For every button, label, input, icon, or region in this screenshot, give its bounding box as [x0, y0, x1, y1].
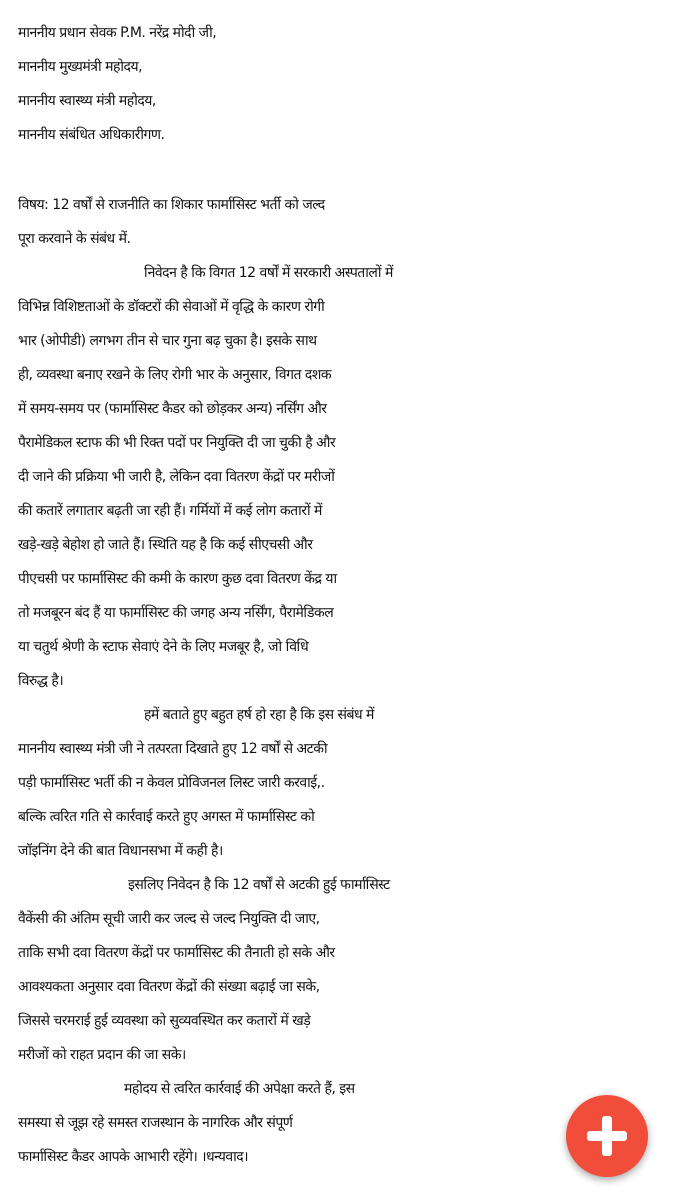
closing-line: महोदय से त्वरित कार्रवाई की अपेक्षा करते हैं, इस — [124, 1081, 355, 1097]
paragraph-line: जॉइनिंग देने की बात विधानसभा में कही है। — [18, 843, 223, 859]
paragraph-line: हमें बताते हुए बहुत हर्ष हो रहा है कि इस संबंध में — [144, 707, 374, 723]
paragraph-line: निवेदन है कि विगत 12 वर्षों में सरकारी अस्पतालों में — [144, 265, 393, 281]
closing-line: समस्या से जूझ रहे समस्त राजस्थान के नागरिक और संपूर्ण — [18, 1115, 293, 1131]
paragraph-line: तो मजबूरन बंद हैं या फार्मासिस्ट की जगह अन्य नर्सिंग, पैरामेडिकल — [18, 605, 334, 621]
subject-block — [18, 188, 673, 256]
paragraph-line: वैकेंसी की अंतिम सूची जारी कर जल्द से जल्द नियुक्ति दी जाए, — [18, 911, 320, 927]
paragraph-line: भार (ओपीडी) लगभग तीन से चार गुना बढ़ चुका है। इसके साथ — [18, 333, 317, 349]
paragraph-line: पड़ी फार्मासिस्ट भर्ती की न केवल प्रोविजनल लिस्ट जारी करवाई,. — [18, 775, 325, 791]
letter-body — [18, 16, 673, 1174]
salutation-block — [18, 16, 673, 152]
paragraph-line: बल्कि त्वरित गति से कार्रवाई करते हुए अगस्त में फार्मासिस्ट को — [18, 809, 315, 825]
subject-line: पूरा करवाने के संबंध में. — [18, 231, 131, 247]
paragraph-line: मरीजों को राहत प्रदान की जा सके। — [18, 1047, 186, 1063]
paragraph-2 — [18, 698, 673, 868]
paragraph-line: जिससे चरमराई हुई व्यवस्था को सुव्यवस्थित कर कतारों में खड़े — [18, 1013, 311, 1029]
salutation-line: माननीय स्वास्थ्य मंत्री महोदय, — [18, 93, 156, 109]
paragraph-line: इसलिए निवेदन है कि 12 वर्षों से अटकी हुई फार्मासिस्ट — [128, 877, 390, 893]
closing-line: फार्मासिस्ट कैडर आपके आभारी रहेंगे। ।धन्यवाद। — [18, 1149, 249, 1165]
subject-line: विषय: 12 वर्षों से राजनीति का शिकार फार्मासिस्ट भर्ती को जल्द — [18, 197, 325, 213]
paragraph-line: पैरामेडिकल स्टाफ की भी रिक्त पदों पर नियुक्ति दी जा चुकी है और — [18, 435, 336, 451]
paragraph-line: में समय-समय पर (फार्मासिस्ट कैडर को छोड़कर अन्य) नर्सिंग और — [18, 401, 327, 417]
paragraph-line: या चतुर्थ श्रेणी के स्टाफ सेवाएं देने के लिए मजबूर है, जो विधि — [18, 639, 309, 655]
paragraph-line: दी जाने की प्रक्रिया भी जारी है, लेकिन दवा वितरण केंद्रों पर मरीजों — [18, 469, 335, 485]
spacer — [18, 152, 673, 188]
salutation-line: माननीय मुख्यमंत्री महोदय, — [18, 59, 143, 75]
paragraph-line: ही, व्यवस्था बनाए रखने के लिए रोगी भार के अनुसार, विगत दशक — [18, 367, 332, 383]
paragraph-line: माननीय स्वास्थ्य मंत्री जी ने तत्परता दिखाते हुए 12 वर्षों से अटकी — [18, 741, 328, 757]
add-button[interactable] — [566, 1095, 648, 1177]
paragraph-line: की कतारें लगातार बढ़ती जा रही हैं। गर्मियों में कई लोग कतारों में — [18, 503, 322, 519]
paragraph-line: खड़े-खड़े बेहोश हो जाते हैं। स्थिति यह है कि कई सीएचसी और — [18, 537, 313, 553]
salutation-line: माननीय संबंधित अधिकारीगण. — [18, 127, 165, 143]
paragraph-line: विभिन्न विशिष्टताओं के डॉक्टरों की सेवाओं में वृद्धि के कारण रोगी — [18, 299, 325, 315]
paragraph-line: आवश्यकता अनुसार दवा वितरण केंद्रों की संख्या बढ़ाई जा सके, — [18, 979, 320, 995]
paragraph-3 — [18, 868, 673, 1072]
paragraph-line: विरुद्ध है। — [18, 673, 64, 689]
paragraph-1 — [18, 256, 673, 698]
paragraph-line: पीएचसी पर फार्मासिस्ट की कमी के कारण कुछ दवा वितरण केंद्र या — [18, 571, 337, 587]
salutation-line: माननीय प्रधान सेवक P.M. नरेंद्र मोदी जी, — [18, 25, 217, 41]
paragraph-line: ताकि सभी दवा वितरण केंद्रों पर फार्मासिस्ट की तैनाती हो सके और — [18, 945, 335, 961]
